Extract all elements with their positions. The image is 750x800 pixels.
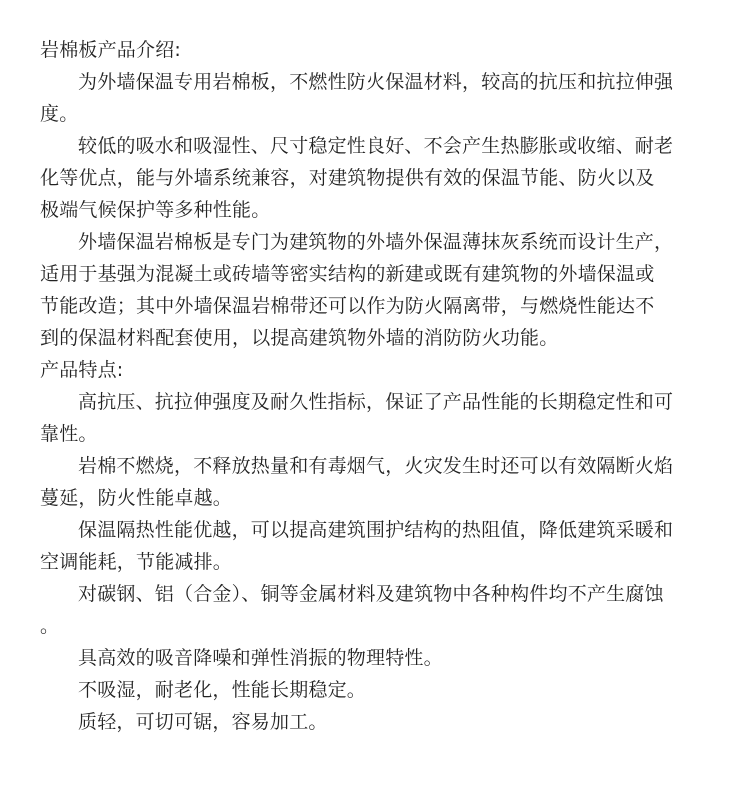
feature-line: 岩棉不燃烧，不释放热量和有毒烟气，火灾发生时还可以有效隔断火焰 <box>78 455 674 477</box>
feature-line: 蔓延，防火性能卓越。 <box>40 487 233 509</box>
feature-line: 空调能耗，节能减排。 <box>40 551 233 573</box>
feature-line: 保温隔热性能优越，可以提高建筑围护结构的热阻值，降低建筑采暖和 <box>78 519 674 541</box>
feature-line: 质轻，可切可锯，容易加工。 <box>78 711 328 733</box>
paragraph-line: 节能改造；其中外墙保温岩棉带还可以作为防火隔离带，与燃烧性能达不 <box>40 295 655 317</box>
paragraph-line: 适用于基强为混凝土或砖墙等密实结构的新建或既有建筑物的外墙保温或 <box>40 263 655 285</box>
paragraph-line: 度。 <box>40 103 79 125</box>
feature-line: 对碳钢、铝（合金）、铜等金属材料及建筑物中各种构件均不产生腐蚀 <box>78 583 664 605</box>
feature-line: 高抗压、抗拉伸强度及耐久性指标，保证了产品性能的长期稳定性和可 <box>78 391 674 413</box>
feature-line: 不吸湿，耐老化，性能长期稳定。 <box>78 679 367 701</box>
paragraph-line: 外墙保温岩棉板是专门为建筑物的外墙外保温薄抹灰系统而设计生产， <box>78 231 674 253</box>
paragraph-line: 到的保温材料配套使用，以提高建筑物外墙的消防防火功能。 <box>40 327 559 349</box>
paragraph-line: 极端气候保护等多种性能。 <box>40 199 271 221</box>
feature-line: 。 <box>40 615 60 637</box>
feature-line: 具高效的吸音降噪和弹性消振的物理特性。 <box>78 647 443 669</box>
heading-intro: 岩棉板产品介绍: <box>40 39 182 61</box>
heading-features: 产品特点: <box>40 359 124 381</box>
paragraph-line: 较低的吸水和吸湿性、尺寸稳定性良好、不会产生热膨胀或收缩、耐老 <box>78 135 674 157</box>
feature-line: 靠性。 <box>40 423 98 445</box>
paragraph-line: 为外墙保温专用岩棉板，不燃性防火保温材料，较高的抗压和抗拉伸强 <box>78 71 674 93</box>
paragraph-line: 化等优点，能与外墙系统兼容，对建筑物提供有效的保温节能、防火以及 <box>40 167 655 189</box>
